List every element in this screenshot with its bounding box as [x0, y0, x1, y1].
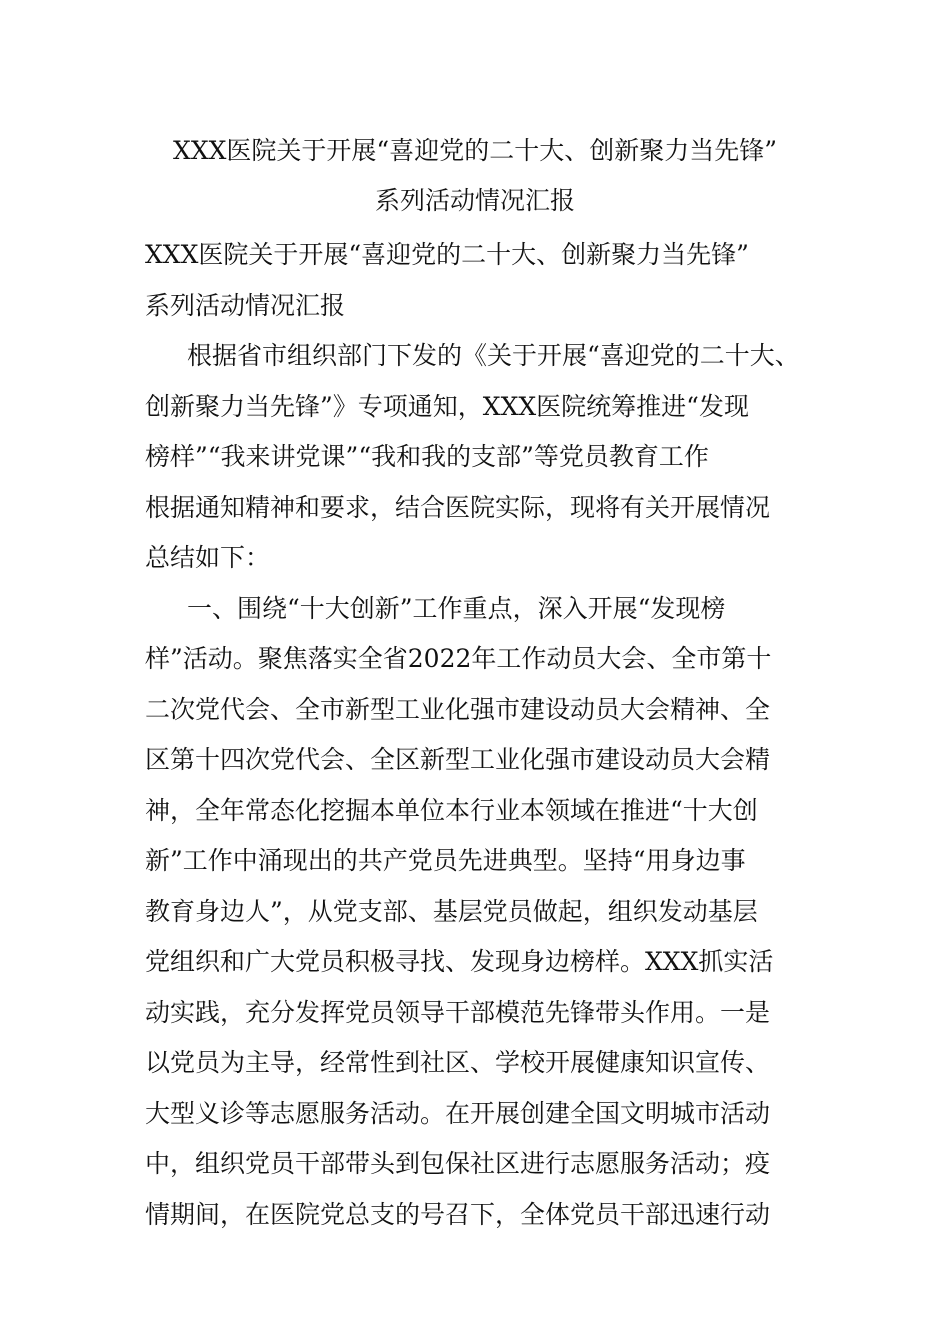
body-line: 系列活动情况汇报	[145, 290, 346, 320]
body-line: 大型义诊等志愿服务活动。在开展创建全国文明城市活动	[145, 1098, 771, 1128]
title-line-1: XXX医院关于开展“喜迎党的二十大、创新聚力当先锋”	[173, 136, 777, 165]
body-line: 一、围绕“十大创新”工作重点，深入开展“发现榜	[187, 593, 726, 623]
body-line: 创新聚力当先锋”》专项通知，XXX医院统筹推进“发现	[145, 391, 749, 421]
body-line: 新”工作中涌现出的共产党员先进典型。坚持“用身边事	[145, 846, 746, 875]
body-line: 二次党代会、全市新型工业化强市建设动员大会精神、全	[145, 694, 771, 724]
body-line: XXX医院关于开展“喜迎党的二十大、创新聚力当先锋”	[145, 240, 749, 269]
body-line: 神，全年常态化挖掘本单位本行业本领域在推进“十大创	[145, 795, 758, 825]
document-body	[145, 230, 815, 1240]
body-line: 以党员为主导，经常性到社区、学校开展健康知识宣传、	[145, 1048, 771, 1077]
body-line: 区第十四次党代会、全区新型工业化强市建设动员大会精	[145, 745, 771, 774]
document-title	[0, 126, 950, 226]
body-line: 根据通知精神和要求，结合医院实际，现将有关开展情况	[145, 492, 771, 522]
body-line: 根据省市组织部门下发的《关于开展“喜迎党的二十大、	[187, 341, 800, 370]
body-line: 教育身边人”，从党支部、基层党员做起，组织发动基层	[145, 896, 758, 926]
title-line-2: 系列活动情况汇报	[374, 186, 575, 215]
body-line: 样”活动。聚焦落实全省2022年工作动员大会、全市第十	[145, 644, 772, 673]
body-line: 中，组织党员干部带头到包保社区进行志愿服务活动；疫	[145, 1149, 771, 1178]
body-line: 情期间，在医院党总支的号召下，全体党员干部迅速行动	[145, 1199, 771, 1229]
body-line: 动实践，充分发挥党员领导干部模范先锋带头作用。一是	[145, 997, 771, 1027]
body-line: 总结如下：	[145, 543, 271, 572]
body-line: 党组织和广大党员积极寻找、发现身边榜样。XXX抓实活	[145, 947, 774, 976]
body-line: 榜样”“我来讲党课”“我和我的支部”等党员教育工作	[145, 442, 709, 471]
